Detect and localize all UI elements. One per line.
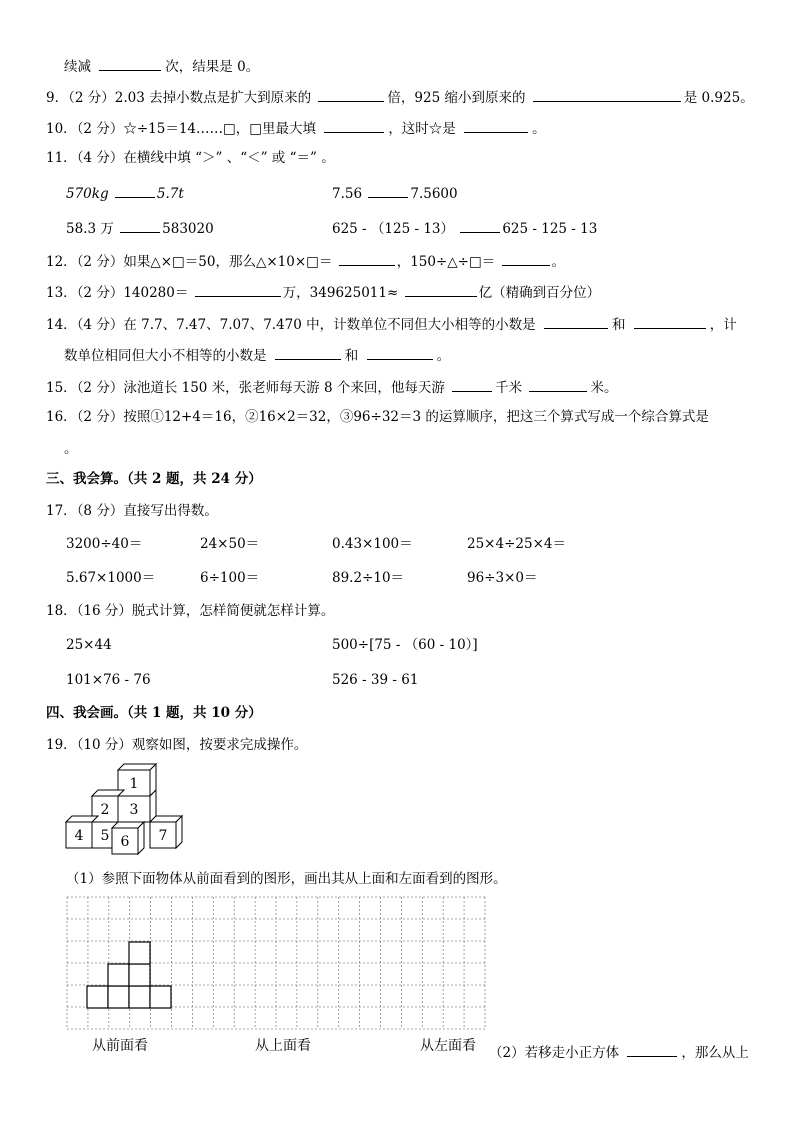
q14-blank-4[interactable] bbox=[367, 345, 433, 360]
q17-item: 25×4÷25×4＝ bbox=[467, 536, 566, 552]
section-3-heading: 三、我会算。（共 2 题，共 24 分） bbox=[46, 471, 262, 487]
q18-item: 101×76 - 76 bbox=[66, 672, 151, 688]
q12-blank-1[interactable] bbox=[339, 251, 395, 266]
cube-figure bbox=[60, 758, 190, 858]
q9-blank-1[interactable] bbox=[318, 87, 384, 102]
q8-continuation: 续减 次，结果是 0。 bbox=[64, 56, 259, 76]
q17-item: 96÷3×0＝ bbox=[467, 570, 538, 586]
question-10: 10．（2 分）☆÷15＝14……□，□里最大填 ，这时☆是 。 bbox=[46, 118, 546, 138]
q11-item-2: 7.56 7.5600 bbox=[332, 183, 458, 203]
question-14: 14．（4 分）在 7.7、7.47、7.07、7.470 中，计数单位不同但大小相等的小数是 和 ，计 bbox=[46, 314, 737, 334]
q19-sub2-blank[interactable] bbox=[627, 1042, 677, 1057]
cube-label: 3 bbox=[129, 802, 139, 818]
q11-item-3: 58.3 万 583020 bbox=[66, 218, 214, 238]
q19-sub1: （1）参照下面物体从前面看到的图形，画出其从上面和左面看到的图形。 bbox=[66, 871, 507, 887]
cube-label: 1 bbox=[129, 776, 139, 792]
q13-blank-1[interactable] bbox=[195, 282, 281, 297]
question-11: 11．（4 分）在横线中填 “＞” 、“＜” 或 “＝” 。 bbox=[46, 150, 335, 166]
q15-blank-1[interactable] bbox=[452, 377, 492, 392]
question-15: 15．（2 分）泳池道长 150 米，张老师每天游 8 个来回，他每天游 千米 米。 bbox=[46, 377, 617, 397]
question-14-line-2: 数单位相同但大小不相等的小数是 和 。 bbox=[64, 345, 450, 365]
cube-label: 5 bbox=[100, 828, 110, 844]
question-19: 19．（10 分）观察如图，按要求完成操作。 bbox=[46, 737, 308, 753]
q17-item: 6÷100＝ bbox=[200, 570, 260, 586]
q19-sub2: （2）若移走小正方体 ，那么从上 bbox=[489, 1042, 749, 1062]
question-17: 17．（8 分）直接写出得数。 bbox=[46, 503, 218, 519]
q8-blank[interactable] bbox=[99, 56, 161, 71]
question-18: 18．（16 分）脱式计算，怎样简便就怎样计算。 bbox=[46, 603, 335, 619]
q13-blank-2[interactable] bbox=[405, 282, 477, 297]
caption-left: 从左面看 bbox=[420, 1038, 476, 1054]
q12-blank-2[interactable] bbox=[502, 251, 550, 266]
drawing-grid[interactable] bbox=[66, 896, 486, 1031]
q18-item: 25×44 bbox=[66, 637, 112, 653]
q17-item: 0.43×100＝ bbox=[332, 536, 413, 552]
question-9: 9．（2 分）2.03 去掉小数点是扩大到原来的 倍，925 缩小到原来的 是 0.925。 bbox=[46, 87, 754, 107]
section-4-heading: 四、我会画。（共 1 题，共 10 分） bbox=[46, 705, 262, 721]
q17-item: 5.67×1000＝ bbox=[66, 570, 156, 586]
caption-top: 从上面看 bbox=[255, 1038, 311, 1054]
question-16: 16．（2 分）按照①12+4＝16，②16×2＝32，③96÷32＝3 的运算顺序，把这三个算式写成一个综合算式是 bbox=[46, 409, 709, 425]
q14-blank-2[interactable] bbox=[634, 314, 706, 329]
q9-blank-2[interactable] bbox=[533, 87, 681, 102]
question-13: 13．（2 分）140280＝ 万，349625011≈ 亿（精确到百分位） bbox=[46, 282, 600, 302]
question-12: 12．（2 分）如果△×□＝50，那么△×10×□＝ ，150÷△÷□＝ 。 bbox=[46, 251, 565, 271]
cube-label: 7 bbox=[158, 828, 168, 844]
cube-label: 6 bbox=[120, 834, 130, 850]
cube-label: 2 bbox=[100, 802, 110, 818]
q18-item: 500÷[75 - （60 - 10）] bbox=[332, 637, 478, 653]
q14-blank-1[interactable] bbox=[544, 314, 608, 329]
q17-item: 24×50＝ bbox=[200, 536, 260, 552]
q11-blank-3[interactable] bbox=[120, 218, 160, 233]
q11-blank-1[interactable] bbox=[115, 183, 155, 198]
q14-blank-3[interactable] bbox=[275, 345, 341, 360]
q17-item: 89.2÷10＝ bbox=[332, 570, 405, 586]
caption-front: 从前面看 bbox=[92, 1038, 148, 1054]
q11-item-1: 570kg 5.7t bbox=[66, 183, 184, 203]
q10-blank-2[interactable] bbox=[464, 118, 528, 133]
q10-blank-1[interactable] bbox=[324, 118, 384, 133]
q11-item-4: 625 - （125 - 13） 625 - 125 - 13 bbox=[332, 218, 597, 238]
cube-label: 4 bbox=[74, 828, 84, 844]
q18-item: 526 - 39 - 61 bbox=[332, 672, 419, 688]
front-view-shape bbox=[87, 942, 171, 1008]
q16-end: 。 bbox=[64, 441, 78, 457]
q11-blank-2[interactable] bbox=[368, 183, 408, 198]
q15-blank-2[interactable] bbox=[529, 377, 587, 392]
q11-blank-4[interactable] bbox=[460, 218, 500, 233]
q17-item: 3200÷40＝ bbox=[66, 536, 143, 552]
